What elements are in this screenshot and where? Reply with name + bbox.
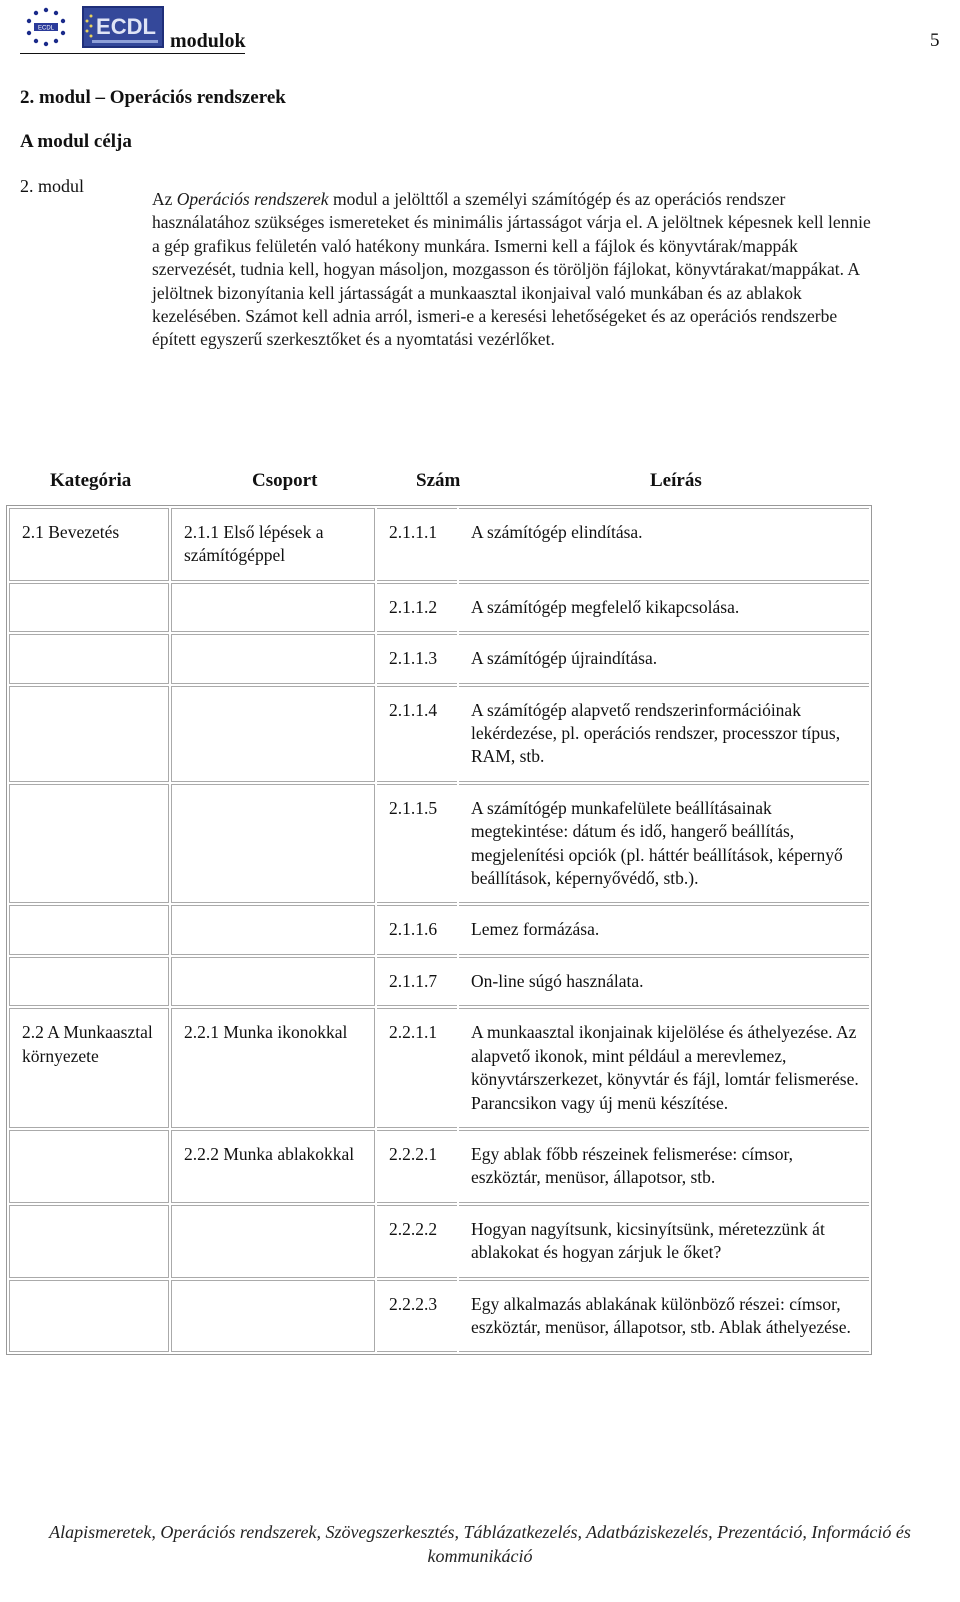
intro-emphasis: Operációs rendszerek — [176, 189, 329, 209]
cell-group — [171, 634, 375, 683]
cell-description: A számítógép megfelelő kikapcsolása. — [459, 583, 869, 632]
cell-group — [171, 686, 375, 782]
intro-prefix: Az — [152, 189, 177, 209]
intro-paragraph — [152, 188, 882, 352]
cell-description: Egy alkalmazás ablakának különböző részei: címsor, eszköztár, menüsor, állapotsor, stb. Ablak áthelyezése. — [459, 1280, 869, 1353]
table-row — [9, 1008, 869, 1128]
cell-group — [171, 957, 375, 1006]
page-footer: Alapismeretek, Operációs rendszerek, Szövegszerkesztés, Táblázatkezelés, Adatbáziskezelés, Prezentáció, Információ és kommunikáció — [49, 1522, 911, 1566]
svg-text:ECDL: ECDL — [37, 25, 55, 32]
cell-number: 2.1.1.5 — [377, 784, 457, 904]
svg-text:ECDL: ECDL — [96, 14, 156, 39]
table-row — [9, 905, 869, 954]
table-row — [9, 508, 869, 581]
cell-category: 2.1 Bevezetés — [9, 508, 169, 581]
cell-description: A számítógép alapvető rendszerinformációinak lekérdezése, pl. operációs rendszer, processzor típus, RAM, stb. — [459, 686, 869, 782]
cell-number: 2.2.2.3 — [377, 1280, 457, 1353]
table-row — [9, 634, 869, 683]
cell-group — [171, 1205, 375, 1278]
cell-category — [9, 1205, 169, 1278]
cell-category: 2.2 A Munkaasztal környezete — [9, 1008, 169, 1128]
table-row — [9, 1280, 869, 1353]
cell-description: Hogyan nagyítsunk, kicsinyítsünk, méretezzünk át ablakokat és hogyan zárjuk le őket? — [459, 1205, 869, 1278]
table-row — [9, 583, 869, 632]
column-header-description: Leírás — [650, 470, 702, 491]
intro-text: modul a jelölttől a személyi számítógép és az operációs rendszer használatához szükséges ismereteket és minimális jártasságot várja el. A jelöltnek képesnek kell lennie a gép grafikus felületén való hatékony munkára. Ismerni kell a fájlok és könyvtárak/mappák szervezését, tudnia kell, hogyan másoljon, mozgasson és töröljön fájlokat, könyvtárakat/mappákat. A jelöltnek bizonyítania kell jártasságát a munkaasztal ikonjaival való munkában és az ablakok kezelésében. Számot kell adnia arról, ismeri-e a keresési lehetőségeket és az operációs rendszerbe épített egyszerű szerkesztőket és a nyomtatási vezérlőket. — [152, 189, 871, 350]
cell-number: 2.1.1.1 — [377, 508, 457, 581]
column-header-group: Csoport — [252, 470, 318, 491]
page-number: 5 — [930, 30, 940, 51]
table-row — [9, 784, 869, 904]
cell-category — [9, 634, 169, 683]
cell-description: A számítógép újraindítása. — [459, 634, 869, 683]
cell-group — [171, 905, 375, 954]
cell-number: 2.1.1.4 — [377, 686, 457, 782]
cell-description: Lemez formázása. — [459, 905, 869, 954]
cell-group — [171, 784, 375, 904]
cell-description: A munkaasztal ikonjainak kijelölése és áthelyezése. Az alapvető ikonok, mint például a merevlemez, könyvtárszerkezet, könyvtár és fájl, lomtár felismerése. Parancsikon vagy új menü készítése. — [459, 1008, 869, 1128]
header-title: modulok — [170, 30, 246, 52]
cell-number: 2.1.1.6 — [377, 905, 457, 954]
cell-description: On-line súgó használata. — [459, 957, 869, 1006]
cell-group: 2.2.1 Munka ikonokkal — [171, 1008, 375, 1128]
table-row — [9, 686, 869, 782]
table-row — [9, 957, 869, 1006]
goal-heading: A modul célja — [20, 131, 132, 152]
syllabus-table — [6, 505, 872, 1355]
cell-description: Egy ablak főbb részeinek felismerése: címsor, eszköztár, menüsor, állapotsor, stb. — [459, 1130, 869, 1203]
ecdl-eu-logo — [20, 4, 72, 50]
cell-group — [171, 583, 375, 632]
cell-category — [9, 1280, 169, 1353]
cell-category — [9, 784, 169, 904]
header-rule — [20, 53, 245, 54]
cell-number: 2.2.2.1 — [377, 1130, 457, 1203]
cell-number: 2.1.1.7 — [377, 957, 457, 1006]
cell-category — [9, 583, 169, 632]
cell-group: 2.1.1 Első lépések a számítógéppel — [171, 508, 375, 581]
side-label: 2. modul — [20, 176, 85, 196]
cell-description: A számítógép munkafelülete beállításainak megtekintése: dátum és idő, hangerő beállítás, megjelenítési opciók (pl. háttér beállítások, képernyő beállítások, képernyővédő, stb.). — [459, 784, 869, 904]
cell-description: A számítógép elindítása. — [459, 508, 869, 581]
cell-category — [9, 957, 169, 1006]
cell-number: 2.2.2.2 — [377, 1205, 457, 1278]
cell-category — [9, 905, 169, 954]
column-header-category: Kategória — [50, 470, 132, 491]
cell-group — [171, 1280, 375, 1353]
cell-category — [9, 1130, 169, 1203]
cell-number: 2.2.1.1 — [377, 1008, 457, 1128]
table-row — [9, 1130, 869, 1203]
module-heading: 2. modul – Operációs rendszerek — [20, 87, 286, 108]
ecdl-logo — [82, 6, 164, 48]
cell-category — [9, 686, 169, 782]
table-row — [9, 1205, 869, 1278]
column-header-number: Szám — [416, 470, 461, 491]
cell-number: 2.1.1.2 — [377, 583, 457, 632]
cell-number: 2.1.1.3 — [377, 634, 457, 683]
cell-group: 2.2.2 Munka ablakokkal — [171, 1130, 375, 1203]
